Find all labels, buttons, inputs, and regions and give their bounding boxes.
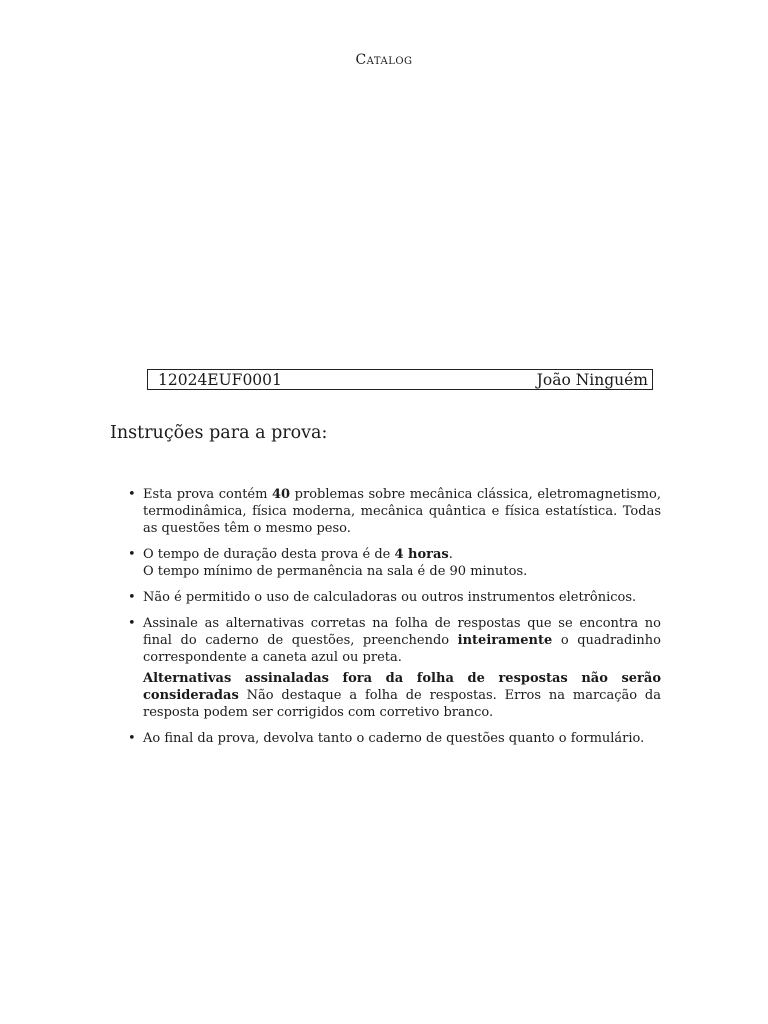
candidate-id-box bbox=[147, 369, 653, 390]
instruction-item: • O tempo de duração desta prova é de 4 horas. O tempo mínimo de permanência na sala é de 90 minutos. bbox=[128, 547, 528, 579]
page-header: Catalog bbox=[355, 52, 413, 68]
bullet-icon: • bbox=[128, 487, 136, 502]
bullet-icon: • bbox=[128, 616, 136, 631]
instruction-item: • Ao final da prova, devolva tanto o caderno de questões quanto o formulário. bbox=[128, 731, 645, 746]
candidate-name: João Ninguém bbox=[536, 370, 648, 389]
section-title: Instruções para a prova: bbox=[110, 423, 328, 443]
instruction-item: • Não é permitido o uso de calculadoras ou outros instrumentos eletrônicos. bbox=[128, 590, 637, 605]
instruction-item: • Esta prova contém 40 problemas sobre mecânica clássica, eletromagnetismo, termodinâmica, física moderna, mecânica quântica e física estatística. Todas as questões têm o mesmo peso. bbox=[128, 487, 661, 536]
bullet-icon: • bbox=[128, 547, 136, 562]
instruction-item: • Assinale as alternativas corretas na folha de respostas que se encontra no final do caderno de questões, preenchendo inteiramente o quadradinho correspondente a caneta azul ou preta. Alternativas assinaladas fora da folha de respostas não serão consideradas Não destaque a folha de respostas. Erros na marcação da resposta podem ser corrigidos com corretivo branco. bbox=[128, 616, 662, 720]
bullet-icon: • bbox=[128, 590, 136, 605]
instructions-list bbox=[128, 486, 661, 756]
bullet-icon: • bbox=[128, 731, 136, 746]
exam-code: 12024EUF0001 bbox=[158, 370, 282, 389]
